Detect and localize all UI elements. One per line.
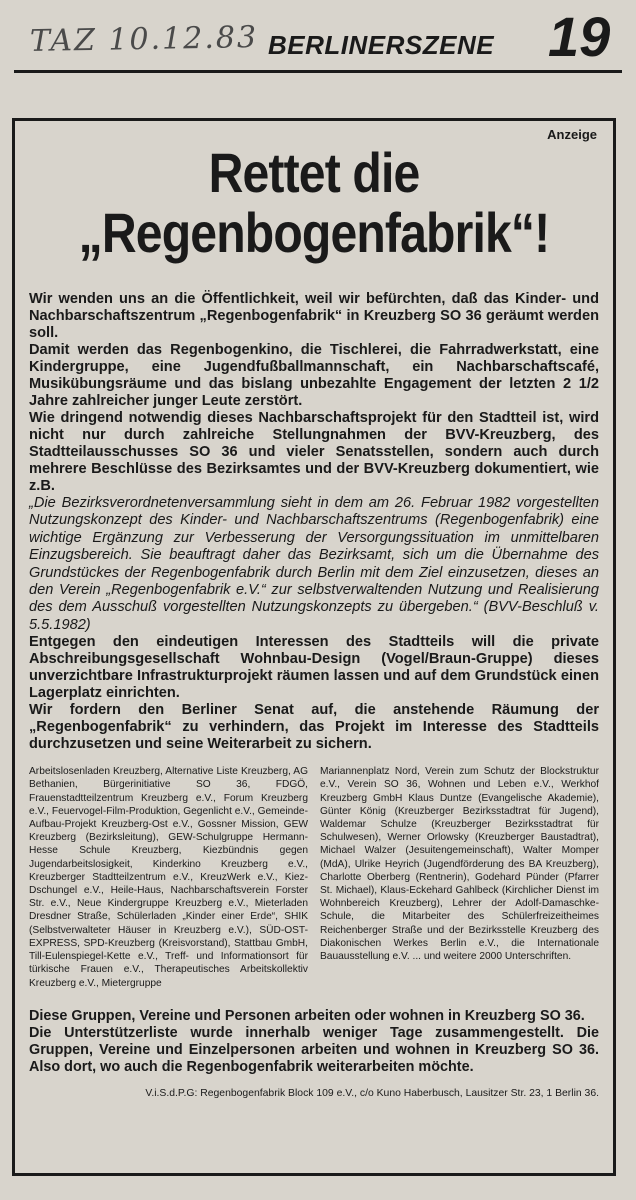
- advertisement-box: [12, 118, 616, 1176]
- headline-line-2: „Regenbogenfabrik“!: [78, 201, 550, 264]
- paragraph-demand: Wir fordern den Berliner Senat auf, die anstehende Räumung der „Regenbogenfabrik“ zu verhindern, das Projekt im Interesse des Stadtteils durchzusetzen und seine Weiterarbeit zu sichern.: [29, 702, 599, 753]
- supporters-list: [29, 765, 599, 989]
- closing-paragraph-1: Diese Gruppen, Vereine und Personen arbeiten oder wohnen in Kreuzberg SO 36.: [29, 1007, 585, 1024]
- page-number: 19: [548, 5, 611, 68]
- supporters-column-left: Arbeitslosenladen Kreuzberg, Alternative Liste Kreuzberg, AG Bethanien, Bürgerinitiative SO 36, FDGÖ, Frauenstadtteilzentrum Kreuzberg e.V., Forum Kreuzberg e.V., Feuervogel-Film-Produktion, Gegenlicht e.V., Gemeinde-Aufbau-Projekt Kreuzberg-Ost e.V., Gossner Mission, GEW Kreuzberg (Bezirksleitung), GEW-Schulgruppe Hermann-Hesse Schule Kreuzberg, Kiezbündnis gegen Jugendarbeitslosigkeit, Kinderkino Kreuzberg e.V., Kreuzberger Stadtteilzentrum e.V., KreuzWerk e.V., Kiez-Dschungel e.V., Heile-Haus, Nachbarschaftsverein Forster Str. e.V., Neue Kindergruppe Kreuzberg e.V., Mieterladen Dresdner Straße, Schülerladen „Kinder einer Erde“, SHIK (Selbstverwalteter Häuser in Kreuzberg e.V.), SÜD-OST-EXPRESS, SPD-Kreuzberg (Kreisvorstand), Stattbau GmbH, Till-Eulenspiegel-Kette e.V., Treff- und Informationsort für türkische Frauen e.V., Therapeutisches Arbeitskollektiv Kreuzberg e.V., Mietergruppe: [29, 766, 308, 989]
- bvv-quote: „Die Bezirksverordnetenversammlung sieht in dem am 26. Februar 1982 vorgestellten Nutzungskonzept des Kinder- und Nachbarschaftszentrums (Regenbogenfabrik) eine wichtige Ergänzung zur Verbesserung der Versorgungssituation im unmittelbaren Einzugsbereich. Sie beauftragt daher das Bezirksamt, sich um die Übernahme des Grundstückes der Regenbogenfabrik durch Berlin mit dem Ziel einzusetzen, dieses an den Verein „Regenbogenfabrik e.V.“ zur selbstverwaltenden Nutzung und Realisierung des dem Ausschuß vorgestellten Nutzungskonzepts zu übergeben.“ (BVV-Beschluß v. 5.5.1982): [29, 495, 599, 633]
- handwritten-date-note: TAZ 10.12.83: [29, 20, 259, 59]
- paragraph-opposition: Entgegen den eindeutigen Interessen des Stadtteils will die private Abschreibungsgesellschaft Wohnbau-Design (Vogel/Braun-Gruppe) dieses unverzichtbare Infrastrukturprojekt räumen lassen und auf dem Grundstück einen Lagerplatz einrichten.: [29, 634, 599, 702]
- headline-line-1: Rettet die: [208, 141, 420, 204]
- paragraph-importance: Wie dringend notwendig dieses Nachbarschaftsprojekt für den Stadtteil ist, wird nicht nur durch zahlreiche Stellungnahmen der BVV-Kreuzberg, des Stadtteilausschusses SO 36 und vieler Senatsstellen, sondern auch durch mehrere Beschlüsse des Bezirksamtes und der BVV-Kreuzberg dokumentiert, wie z.B.: [29, 410, 599, 494]
- page-header: [0, 0, 636, 80]
- paragraph-destruction: Damit werden das Regenbogenkino, die Tischlerei, die Fahrradwerkstatt, eine Kindergruppe, eine Jugendfußballmannschaft, ein Nachbarschaftscafé, Musikübungsräume und das bislang unbezahlte Engagement der letzten 2 1/2 Jahre zahlreicher junger Leute zerstört.: [29, 342, 599, 409]
- imprint-line: V.i.S.d.P.G: Regenbogenfabrik Block 109 e.V., c/o Kuno Haberbusch, Lausitzer Str. 23, 1 Berlin 36.: [145, 1087, 599, 1099]
- section-title: BERLINERSZENE: [268, 30, 495, 60]
- header-rule: [14, 70, 622, 73]
- supporters-column-right: Mariannenplatz Nord, Verein zum Schutz der Blockstruktur e.V., Verein SO 36, Wohnen und Leben e.V., Werkhof Kreuzberg GmbH Klaus Duntze (Evangelische Akademie), Günter König (Kreuzberger Bezirksstadtrat für Jugend), Waldemar Schulze (Kreuzberger Bezirksstadtrat für Schulwesen), Werner Orlowsky (Kreuzberger Baustadtrat), Michael Walzer (Jesuitengemeinschaft), Walter Momper (MdA), Ulrike Heyrich (Jugendförderung des BA Kreuzberg), Charlotte Oberberg (Rentnerin), Godehard Pünder (Pfarrer St. Michael), Klaus-Eckehard Gahlbeck (Kirchlicher Dienst im Wohnbereich Kreuzberg), Lehrer der Adolf-Damaschke-Schule, die Mitarbeiter des Schülerfreizeitheimes Reichenberger Straße und der Bezirksstelle Kreuzberg des Diakonischen Werkes Berlin e.V., die Internationale Bauausstellung e.V. ... und weitere 2000 Unterschriften.: [320, 766, 599, 963]
- headline: [69, 143, 559, 263]
- ad-label: Anzeige: [547, 127, 597, 142]
- paragraph-intro: Wir wenden uns an die Öffentlichkeit, weil wir befürchten, daß das Kinder- und Nachbarschaftszentrum „Regenbogenfabrik“ in Kreuzberg SO 36 geräumt werden soll.: [29, 291, 599, 341]
- closing-block: [29, 1008, 599, 1076]
- closing-paragraph-2: Die Unterstützerliste wurde innerhalb weniger Tage zusammengestellt. Die Gruppen, Vereine und Einzelpersonen arbeiten und wohnen in Kreuzberg SO 36. Also dort, wo auch die Regenbogenfabrik weiterarbeiten möchte.: [29, 1024, 599, 1075]
